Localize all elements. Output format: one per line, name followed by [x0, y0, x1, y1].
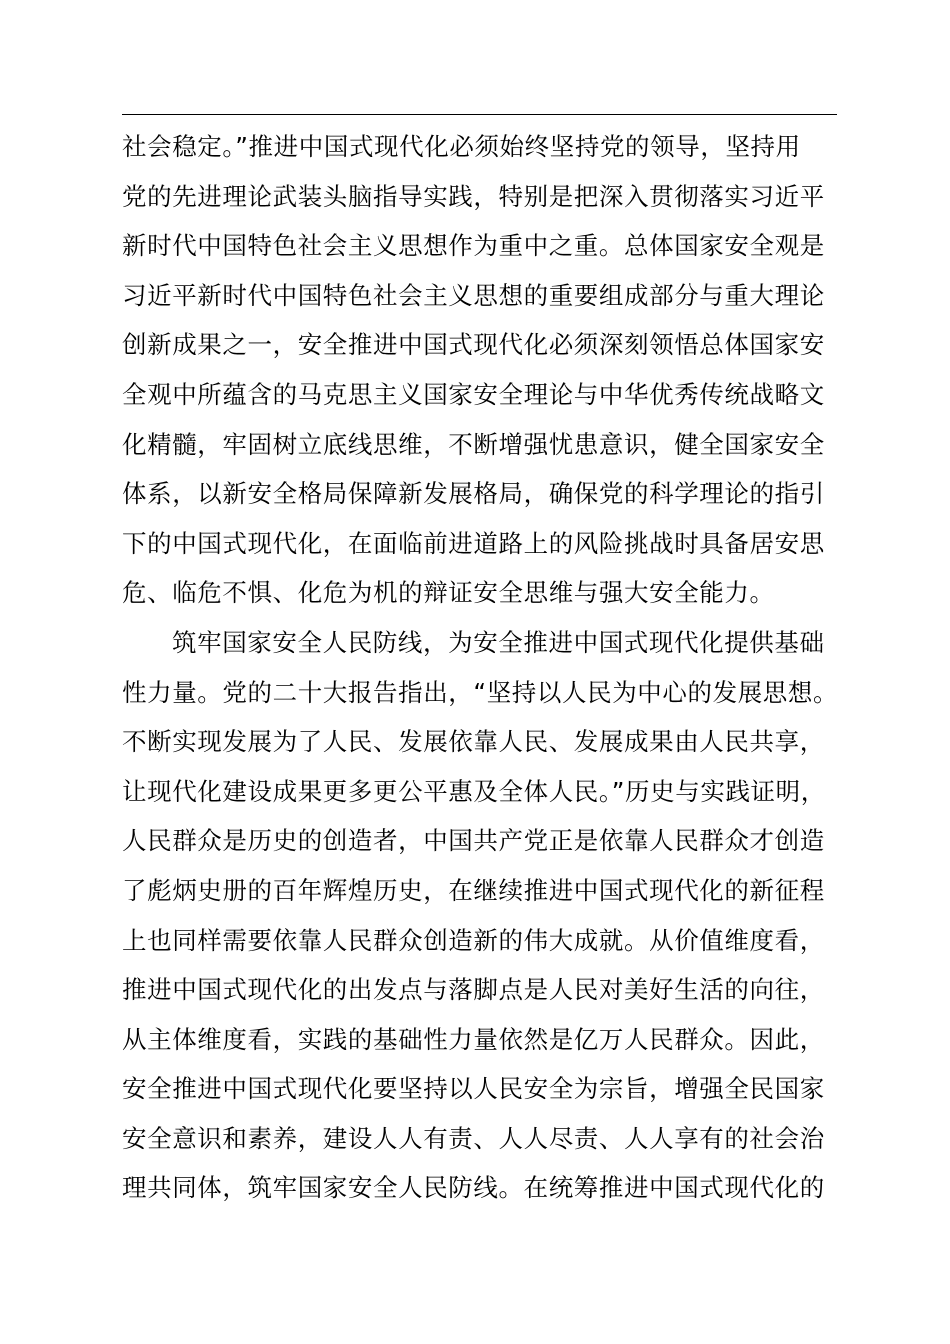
text-line: 性力量。党的二十大报告指出，“坚持以人民为中心的发展思想。: [122, 677, 839, 707]
document-body: [122, 122, 882, 1213]
text-line: 理共同体，筑牢国家安全人民防线。在统筹推进中国式现代化的: [122, 1173, 825, 1203]
text-line: 安全推进中国式现代化要坚持以人民安全为宗旨，增强全民国家: [122, 1074, 825, 1104]
text-line: 全观中所蕴含的马克思主义国家安全理论与中华优秀传统战略文: [122, 379, 825, 409]
text-line: 推进中国式现代化的出发点与落脚点是人民对美好生活的向往，: [122, 975, 825, 1005]
paragraph-first-line: 筑牢国家安全人民防线，为安全推进中国式现代化提供基础: [172, 627, 825, 657]
text-line: 习近平新时代中国特色社会主义思想的重要组成部分与重大理论: [122, 280, 825, 310]
text-line: 体系，以新安全格局保障新发展格局，确保党的科学理论的指引: [122, 479, 825, 509]
text-line: 安全意识和素养，建设人人有责、人人尽责、人人享有的社会治: [122, 1123, 825, 1153]
text-line: 新时代中国特色社会主义思想作为重中之重。总体国家安全观是: [122, 231, 825, 261]
text-line: 下的中国式现代化，在面临前进道路上的风险挑战时具备居安思: [122, 528, 825, 558]
text-line: 不断实现发展为了人民、发展依靠人民、发展成果由人民共享，: [122, 727, 825, 757]
text-line: 社会稳定。”推进中国式现代化必须始终坚持党的领导，坚持用: [122, 132, 801, 161]
text-line: 让现代化建设成果更多更公平惠及全体人民。”历史与实践证明，: [122, 776, 826, 806]
text-line: 人民群众是历史的创造者，中国共产党正是依靠人民群众才创造: [122, 826, 825, 856]
text-line: 从主体维度看，实践的基础性力量依然是亿万人民群众。因此，: [122, 1024, 825, 1054]
text-line: 了彪炳史册的百年辉煌历史，在继续推进中国式现代化的新征程: [122, 875, 825, 905]
text-line: 化精髓，牢固树立底线思维，不断增强忧患意识，健全国家安全: [122, 429, 825, 459]
text-line: 创新成果之一，安全推进中国式现代化必须深刻领悟总体国家安: [122, 330, 825, 360]
text-line: 危、临危不惧、化危为机的辩证安全思维与强大安全能力。: [122, 578, 775, 608]
header-rule: [122, 114, 837, 115]
text-line: 上也同样需要依靠人民群众创造新的伟大成就。从价值维度看，: [122, 925, 825, 955]
text-line: 党的先进理论武装头脑指导实践，特别是把深入贯彻落实习近平: [122, 181, 825, 211]
